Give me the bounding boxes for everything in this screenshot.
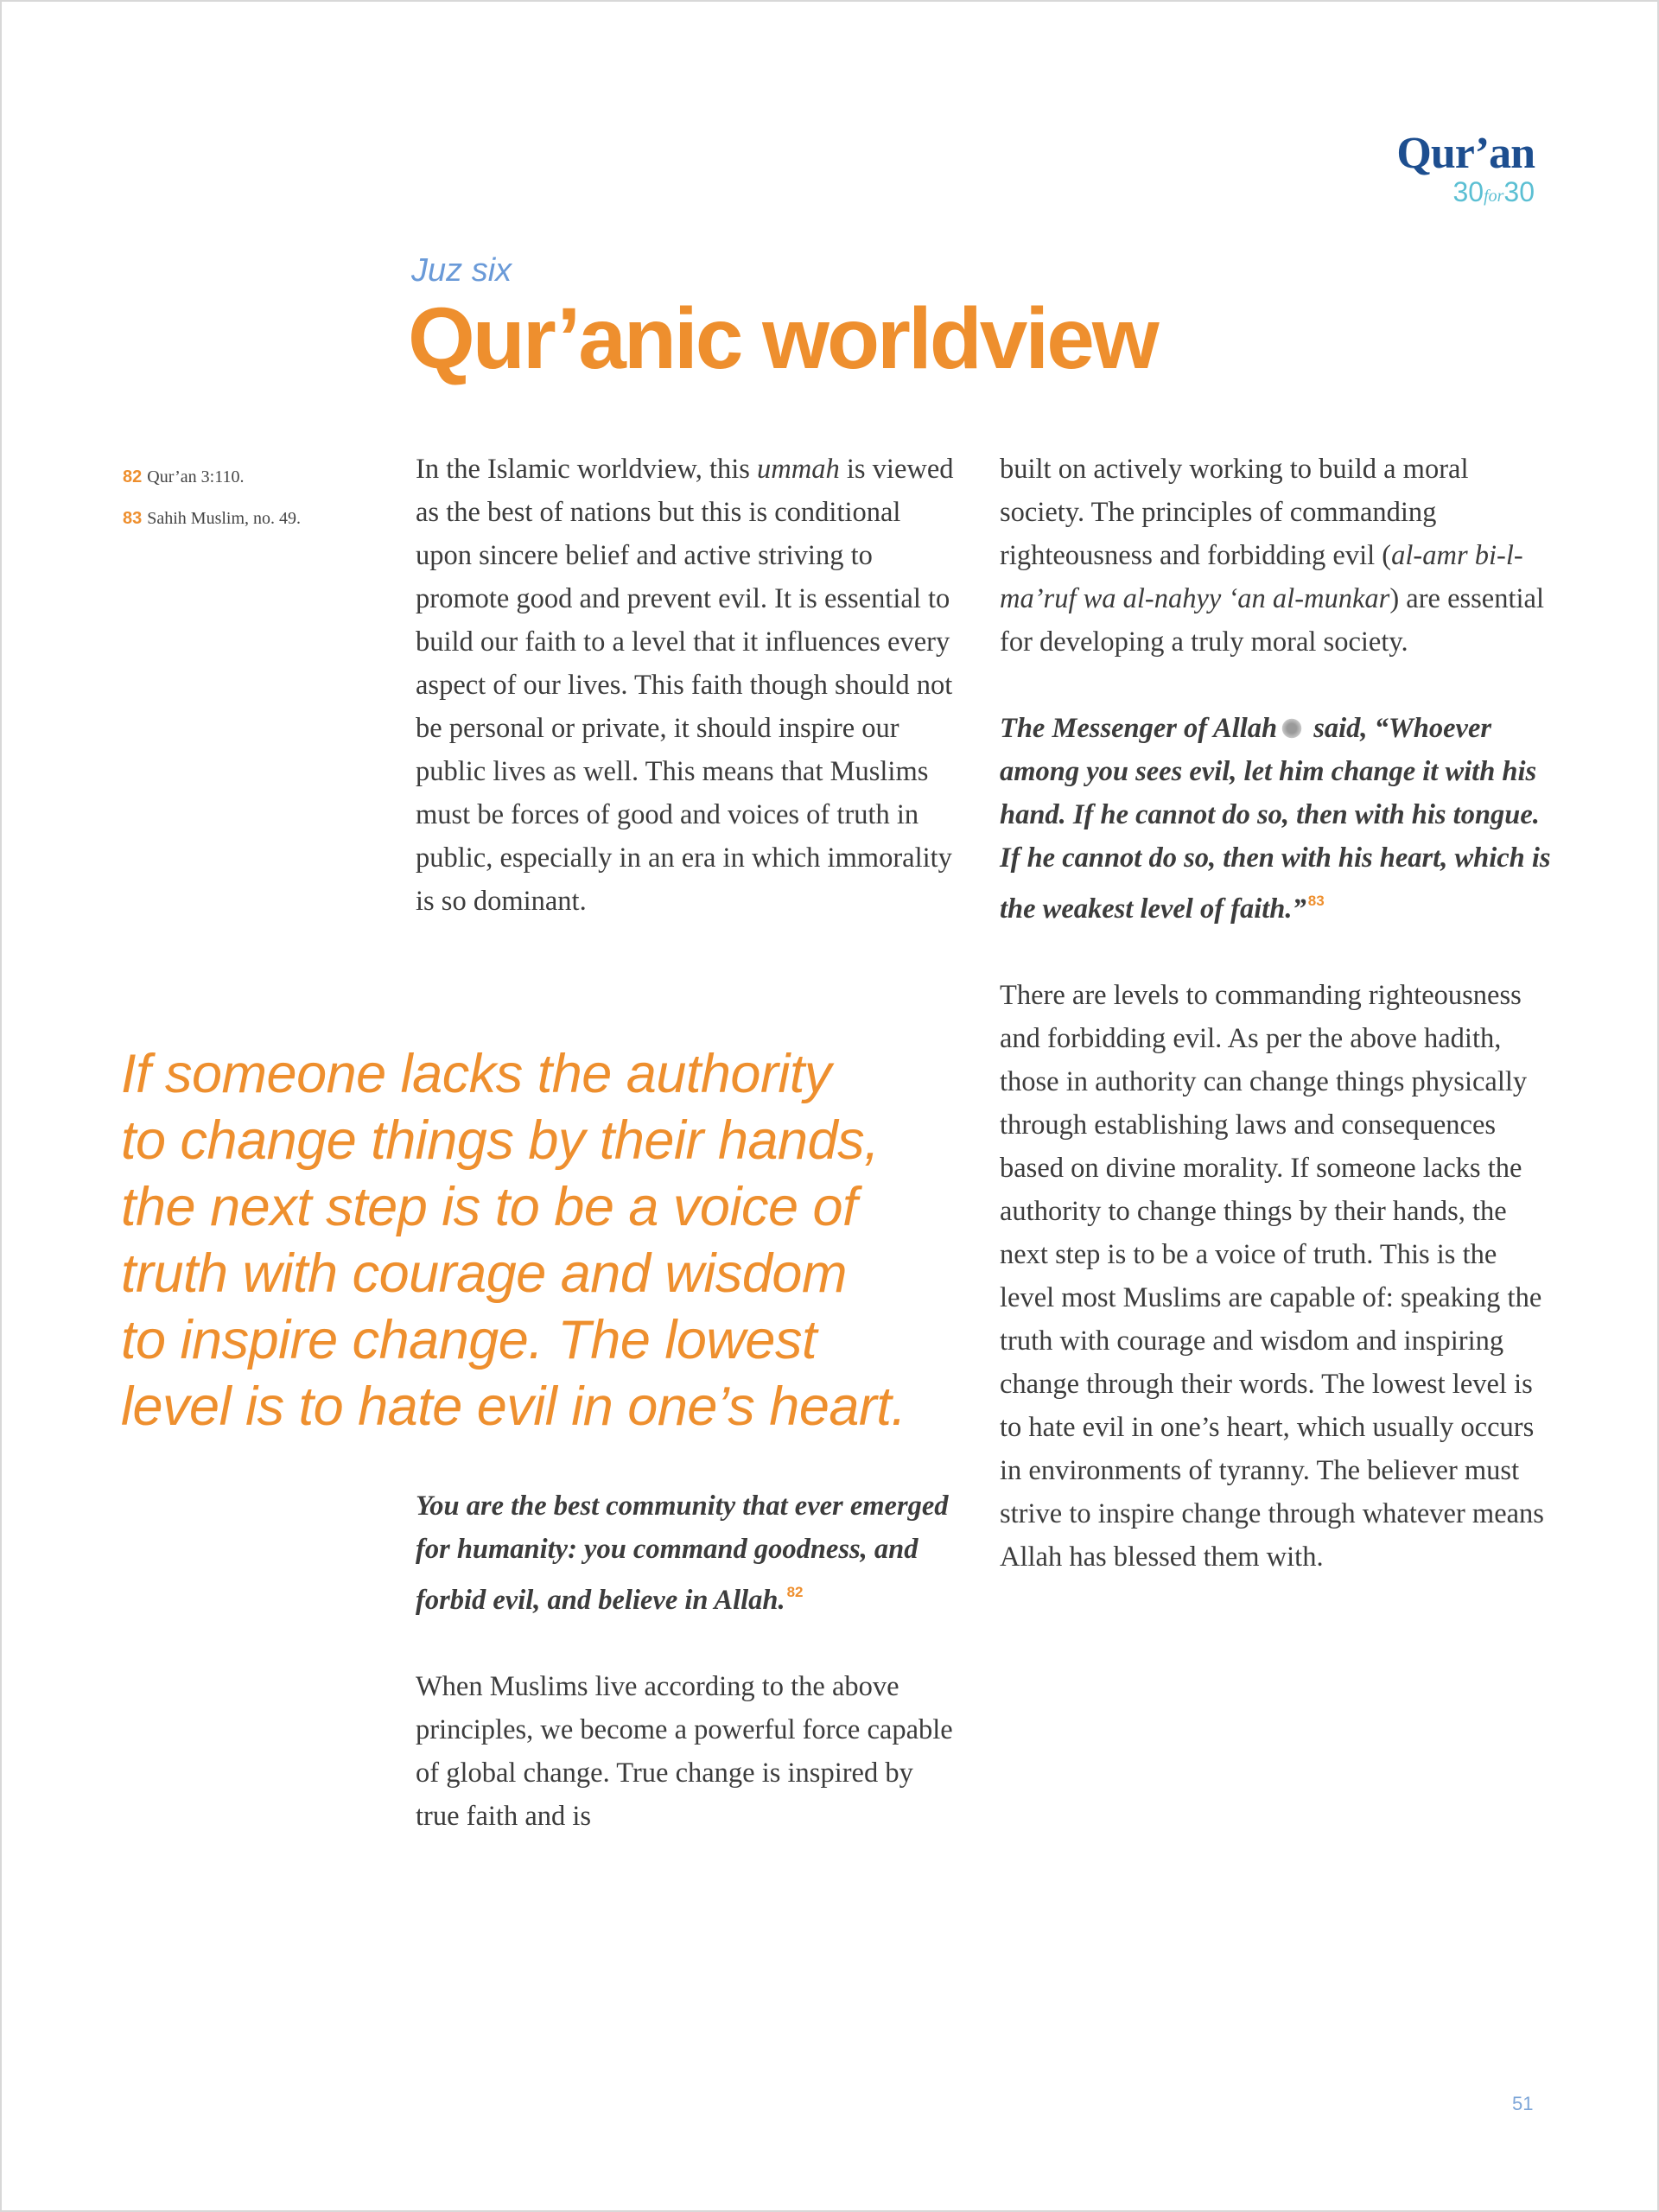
page-number: 51 [1512, 2093, 1534, 2114]
body-paragraph: There are levels to commanding righteousness and forbidding evil. As per the above hadith, those in authority can change things physically through establishing laws and consequences based on divine morality. If someone lacks the authority to change things by their hands, the next step is to be a voice of truth. This is the level most Muslims are capable of: speaking the truth with courage and wisdom and inspiring change through their words. The lowest level is to hate evil in one’s heart, which usually occurs in environments of tyranny. The believer must strive to inspire change through whatever means Allah has blessed them with. [1000, 980, 1544, 1573]
footnote-number: 83 [123, 509, 143, 528]
footnote-text: Sahih Muslim, no. 49. [147, 509, 302, 528]
verse-text: You are the best community that ever emerged for humanity: you command goodness, and forbid evil, and believe in Allah. [416, 1491, 949, 1616]
right-column [1000, 448, 1553, 1579]
footnote-number: 82 [123, 467, 143, 486]
footnote-ref[interactable]: 82 [786, 1584, 804, 1600]
section-label: Juz six [411, 252, 512, 289]
pull-quote-line: to inspire change. The lowest [121, 1310, 817, 1370]
pull-quote [121, 1041, 950, 1440]
left-column-bottom [416, 1484, 960, 1838]
logo-sub-left: 30 [1452, 176, 1484, 207]
footnote-ref[interactable]: 83 [1307, 893, 1325, 909]
footnotes [123, 456, 301, 539]
page-title: Qur’anic worldview [408, 290, 1157, 387]
hadith-text: said, “Whoever among you sees evil, let him change it with his hand. If he cannot do so, then with his tongue. If he cannot do so, then with his heart, which is the weakest level of faith.” [1000, 713, 1551, 925]
body-paragraph [416, 448, 960, 923]
footnote-text: Qur’an 3:110. [147, 467, 245, 486]
footnote [123, 498, 301, 539]
verse-quote [416, 1484, 960, 1622]
pull-quote-line: the next step is to be a voice of [121, 1177, 858, 1237]
text-run: ) are essential for developing a truly moral society. [1000, 583, 1544, 658]
honorific-calligraphy-icon [1281, 717, 1303, 740]
brand-logo [1396, 131, 1535, 206]
text-run: is viewed as the best of nations but this is conditional upon sincere belief and active striving to promote good and prevent evil. It is essential to build our faith to a level that it influences every aspect of our lives. This faith though should not be personal or private, it should inspire our public lives as well. This means that Muslims must be forces of good and voices of truth in public, especially in an era in which immorality is so dominant. [416, 454, 954, 917]
body-paragraph: When Muslims live according to the above principles, we become a powerful force capable of global change. True change is inspired by true faith and is [416, 1671, 953, 1832]
footnote [123, 456, 301, 498]
pull-quote-line: to change things by their hands, [121, 1110, 880, 1171]
pull-quote-line: level is to hate evil in one’s heart. [121, 1376, 906, 1437]
text-run: In the Islamic worldview, this [416, 454, 758, 485]
italic-term: al-amr bi-l-ma’ruf wa al-nahyy ‘an al-munkar [1000, 540, 1523, 614]
logo-subtitle [1396, 178, 1535, 206]
text-run: built on actively working to build a moral society. The principles of commanding righteousness and forbidding evil ( [1000, 454, 1469, 571]
pull-quote-line: If someone lacks the authority [121, 1044, 831, 1104]
pull-quote-line: truth with courage and wisdom [121, 1243, 847, 1304]
logo-sub-right: 30 [1503, 176, 1535, 207]
logo-sub-for: for [1484, 187, 1504, 206]
left-column-top [416, 448, 960, 923]
logo-wordmark: Qur’an [1396, 129, 1535, 178]
italic-term: ummah [757, 454, 840, 485]
hadith-quote [1000, 707, 1553, 931]
hadith-text: The Messenger of Allah [1000, 713, 1278, 744]
body-paragraph [1000, 448, 1553, 664]
